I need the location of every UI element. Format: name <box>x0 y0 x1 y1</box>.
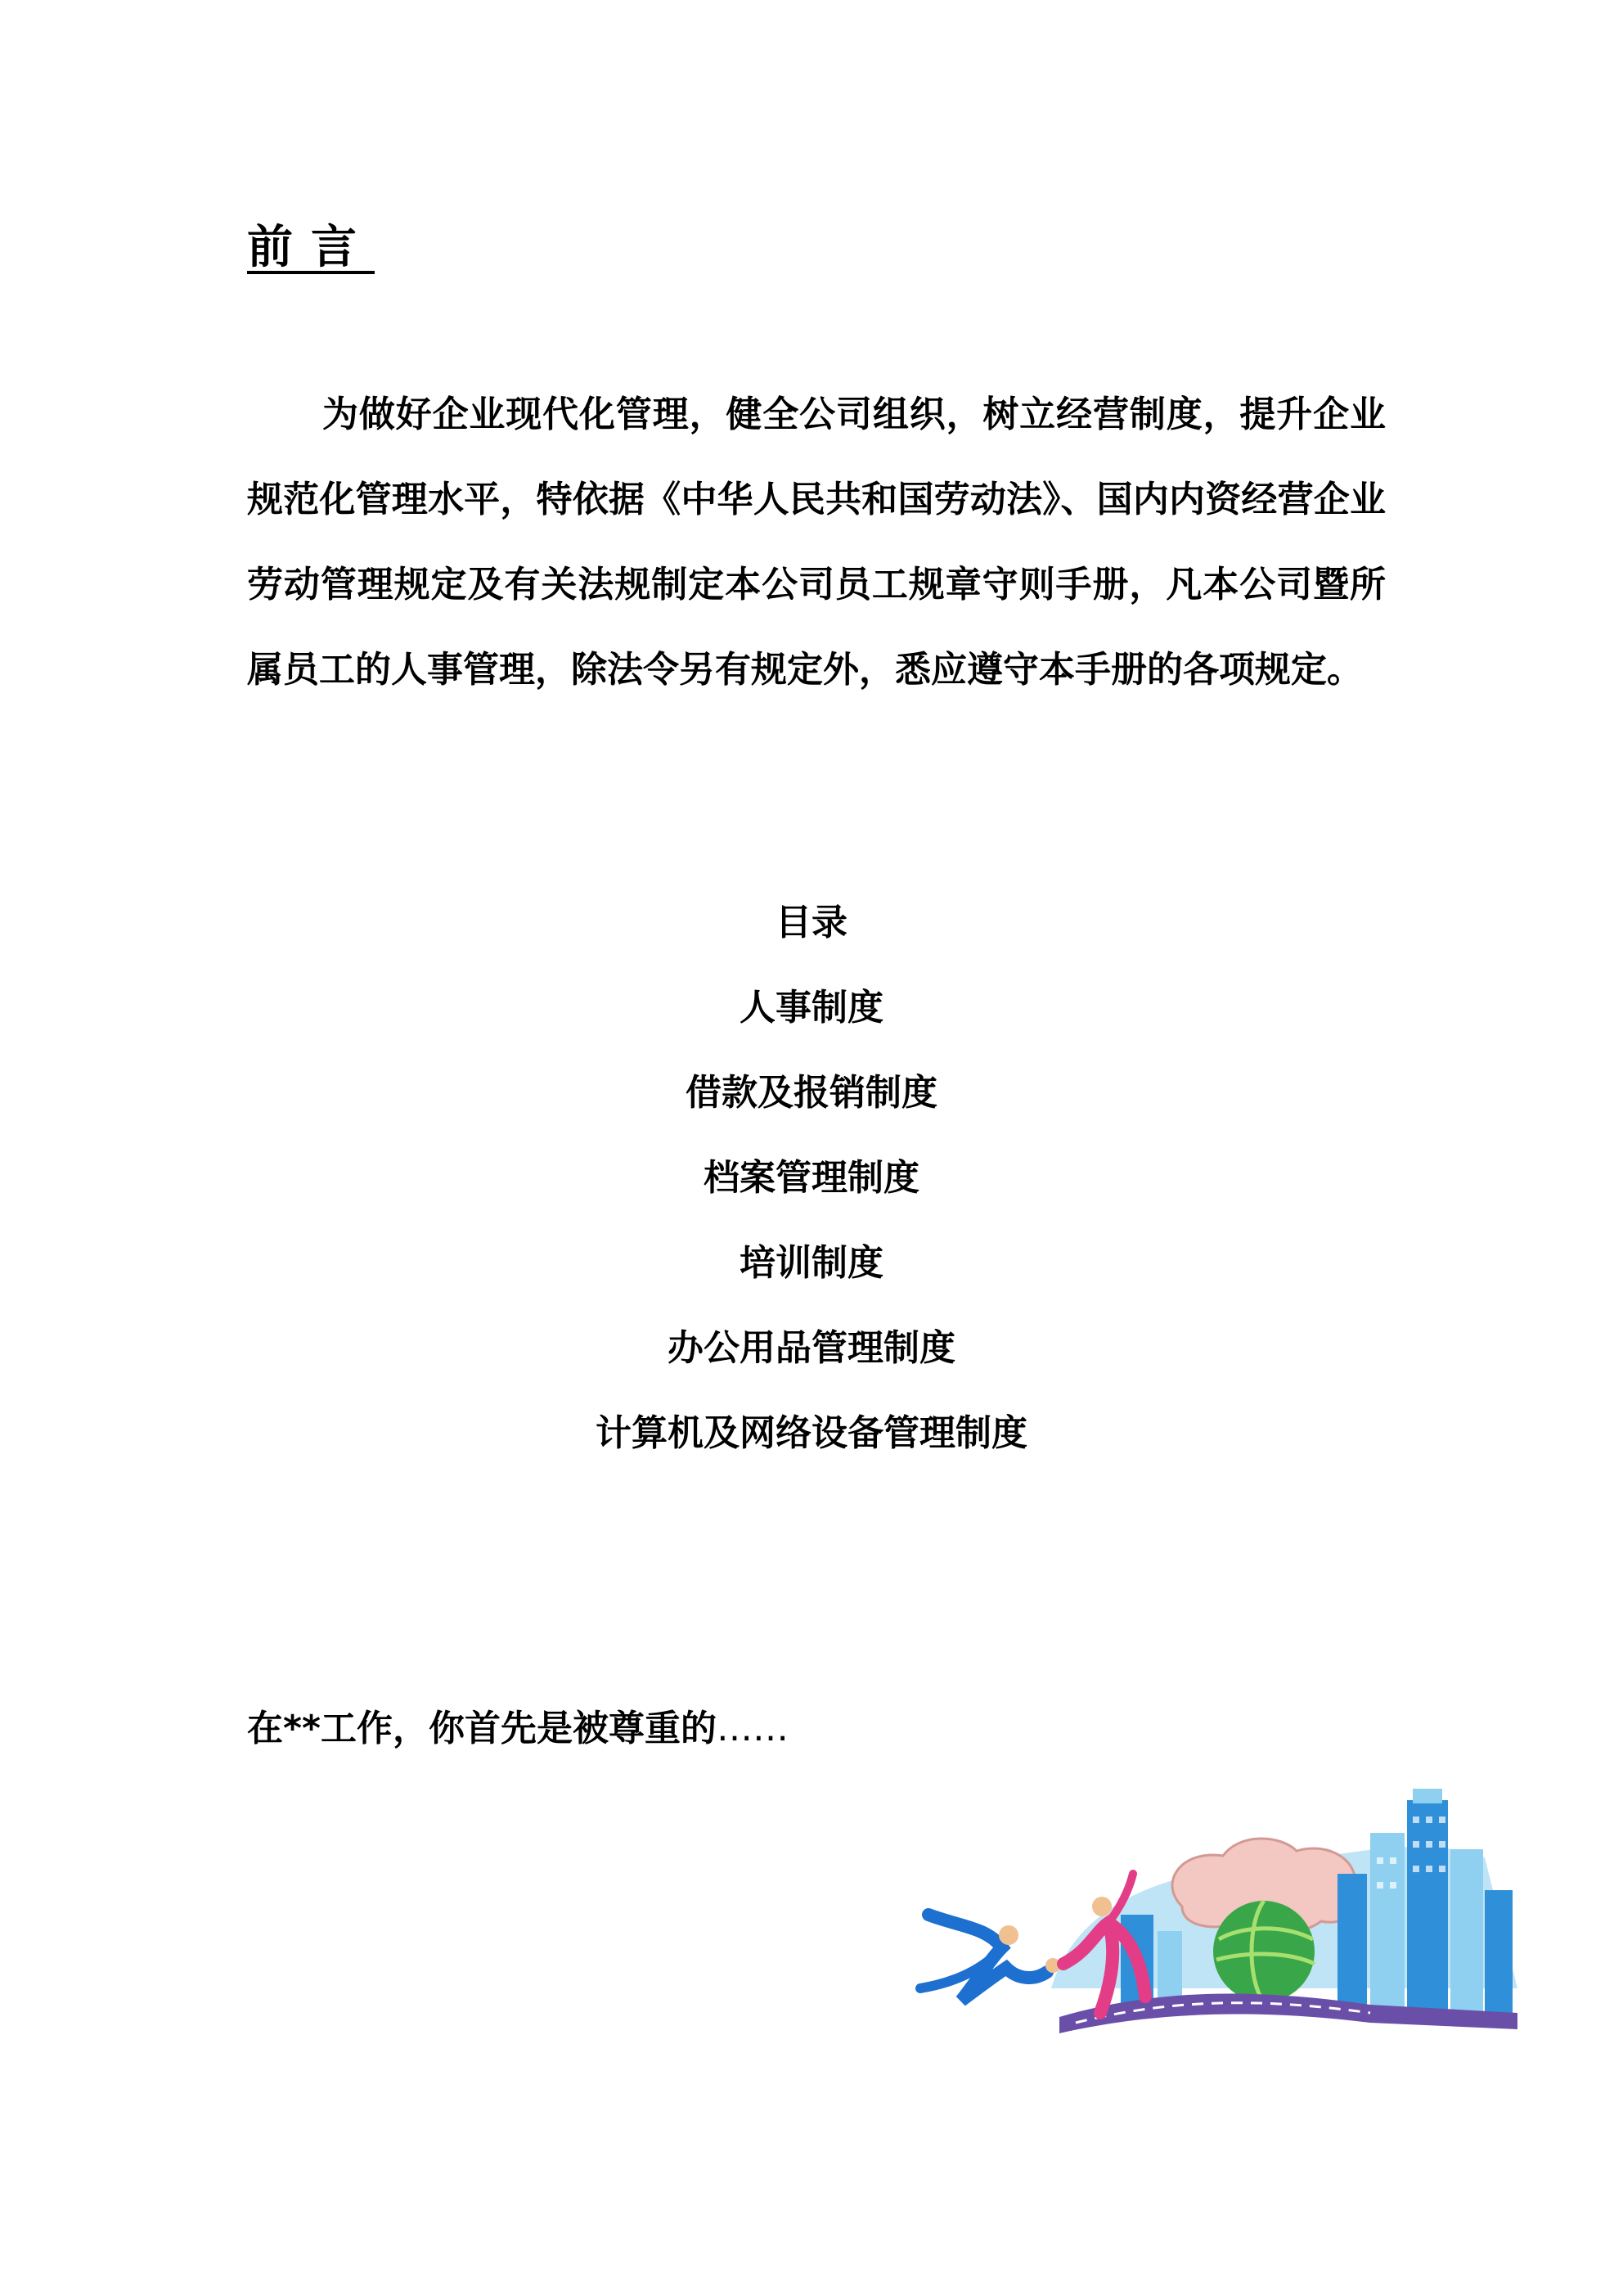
preface-paragraph: 为做好企业现代化管理，健全公司组织，树立经营制度，提升企业规范化管理水平，特依据《中华人民共和国劳动法》、国内内资经营企业劳动管理规定及有关法规制定本公司员工规章守则手册，凡本公司暨所属员工的人事管理，除法令另有规定外，悉应遵守本手册的各项规定。 <box>247 394 1386 691</box>
toc-heading: 目录 <box>776 902 847 943</box>
toc-item-computer-network: 计算机及网络设备管理制度 <box>596 1412 1027 1454</box>
toc-item-archive: 档案管理制度 <box>704 1157 919 1199</box>
table-of-contents <box>0 880 1623 1476</box>
toc-item-hr: 人事制度 <box>740 987 883 1029</box>
toc-item-training: 培训制度 <box>740 1242 883 1284</box>
page-title: 前言 <box>247 221 375 274</box>
city-handshake-illustration-icon <box>912 1784 1534 2054</box>
footer-slogan <box>247 1699 789 1751</box>
footer-text: 在**工作，你首先是被尊重的 <box>247 1708 717 1749</box>
toc-item-loan: 借款及报销制度 <box>686 1072 937 1114</box>
toc-item-office-supplies: 办公用品管理制度 <box>668 1327 955 1369</box>
footer-ellipsis: …… <box>717 1708 789 1749</box>
